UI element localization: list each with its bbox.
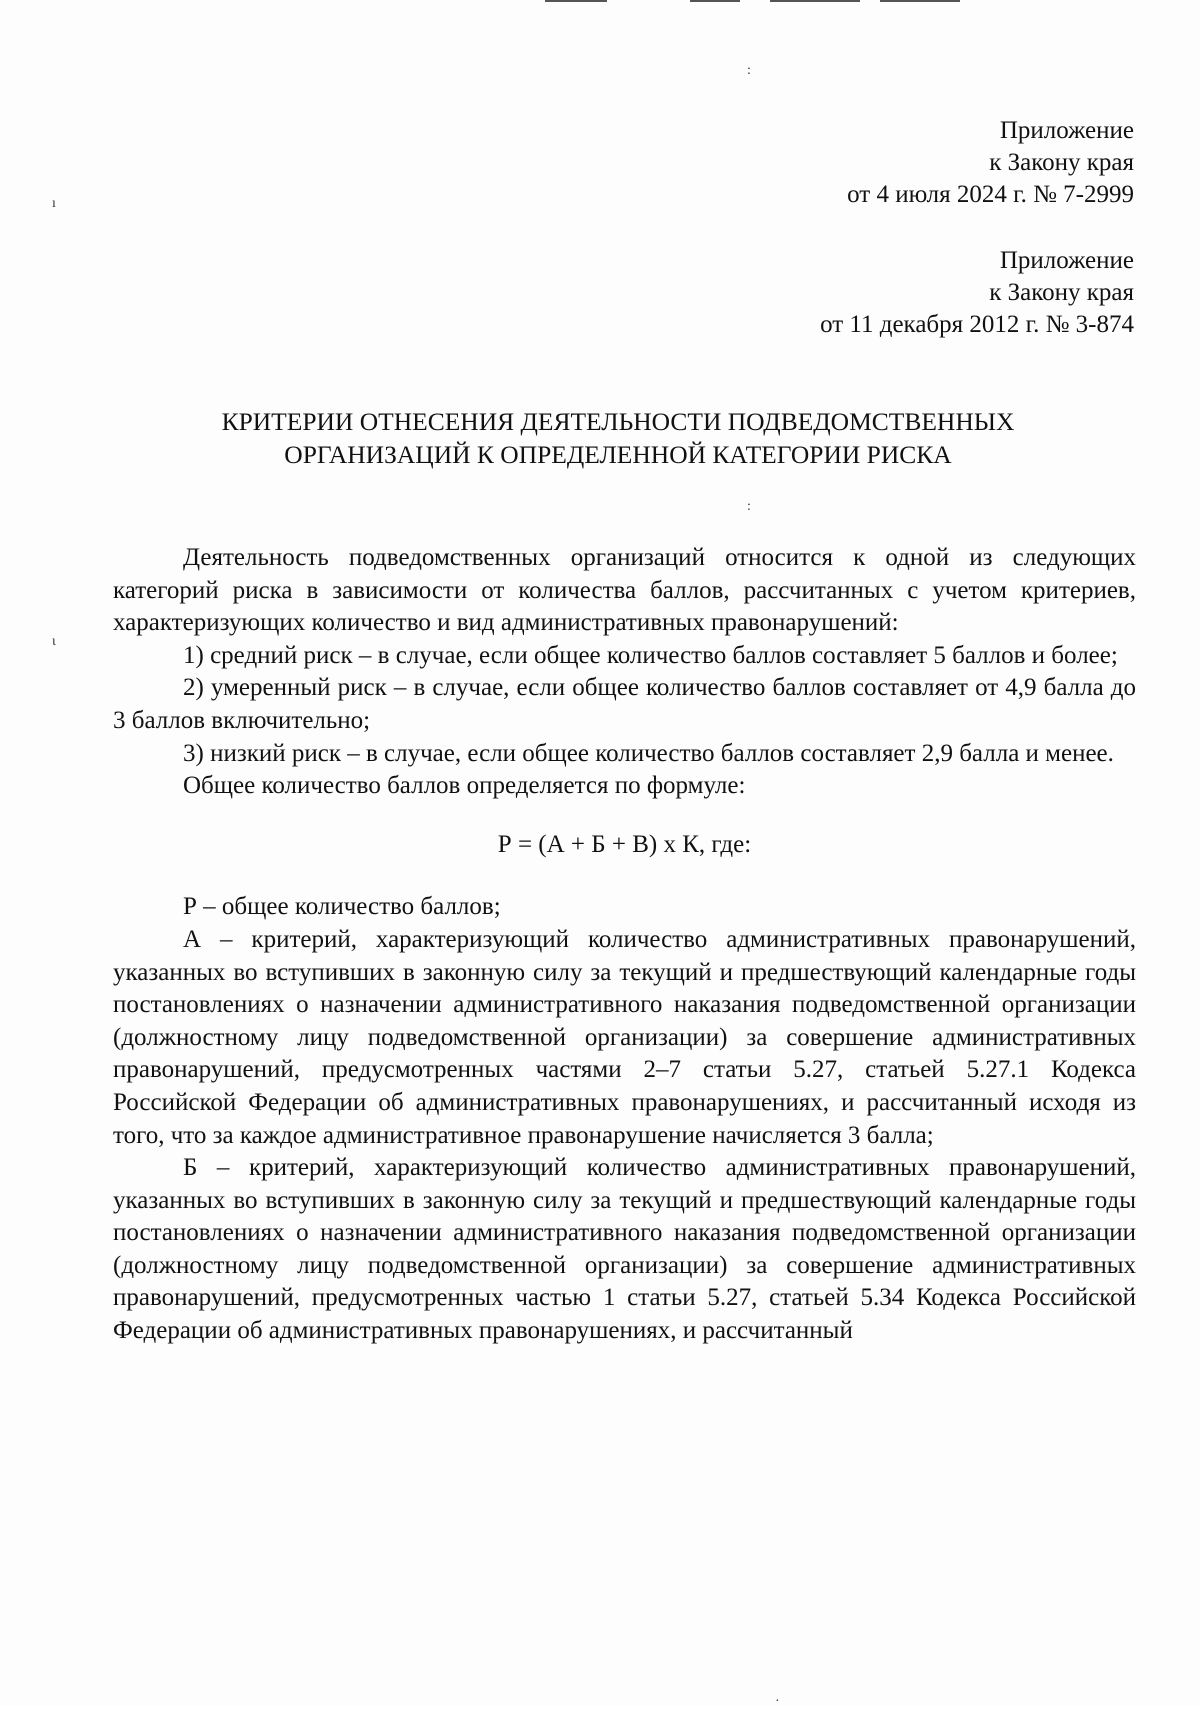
document-body <box>113 542 1136 1348</box>
scan-artifact-dot: · <box>775 1694 780 1709</box>
appendix-date-number: от 4 июля 2024 г. № 7-2999 <box>847 181 1134 208</box>
risk-item-moderate: 2) умеренный риск – в случае, если общее количество баллов составляет от 4,9 балла до 3 баллов включительно; <box>113 674 1136 734</box>
appendix-label: Приложение <box>999 247 1134 274</box>
scan-artifact-line <box>545 0 607 2</box>
appendix-header-current <box>847 115 1134 211</box>
scan-artifact-dot: : <box>747 499 751 514</box>
scan-artifact-dot: ι <box>52 634 56 649</box>
appendix-header-original <box>820 245 1134 341</box>
scan-artifact-line <box>770 0 860 2</box>
definition-b: Б – критерий, характеризующий количество административных правонарушений, указанных во вступивших в законную силу за текущий и предшествующий календарные годы постановлениях о назначении административного наказания подведомственной организации (должностному лицу подведомственной организации) за совершение административных правонарушений, предусмотренных частью 1 статьи 5.27, статьей 5.34 Кодекса Российской Федерации об административных правонарушениях, и рассчитанный <box>113 1154 1136 1345</box>
appendix-label: Приложение <box>999 117 1134 144</box>
scan-artifact-dot: ı <box>52 196 56 211</box>
definition-p: Р – общее количество баллов; <box>183 893 501 921</box>
scan-artifact-dot: : <box>747 63 751 78</box>
risk-item-medium: 1) средний риск – в случае, если общее количество баллов составляет 5 баллов и более; <box>183 641 1118 669</box>
definition-a: А – критерий, характеризующий количество административных правонарушений, указанных во вступивших в законную силу за текущий и предшествующий календарные годы постановлениях о назначении административного наказания подведомственной организации (должностному лицу подведомственной организации) за совершение административных правонарушений, предусмотренных частями 2–7 статьи 5.27, статьей 5.27.1 Кодекса Российской Федерации об административных правонарушениях, и рассчитанный исходя из того, что за каждое административное правонарушение начисляется 3 балла; <box>113 925 1136 1149</box>
risk-item-low: 3) низкий риск – в случае, если общее количество баллов составляет 2,9 балла и менее. <box>183 739 1114 767</box>
appendix-date-number: от 11 декабря 2012 г. № 3-874 <box>820 311 1134 338</box>
title-line-1: КРИТЕРИИ ОТНЕСЕНИЯ ДЕЯТЕЛЬНОСТИ ПОДВЕДОМСТВЕННЫХ <box>221 407 1015 436</box>
intro-paragraph: Деятельность подведомственных организаций относится к одной из следующих категорий риска в зависимости от количества баллов, рассчитанных с учетом критериев, характеризующих количество и вид административных правонарушений: <box>113 544 1136 637</box>
title-line-2: ОРГАНИЗАЦИЙ К ОПРЕДЕЛЕННОЙ КАТЕГОРИИ РИСКА <box>284 440 952 469</box>
scan-artifact-line <box>690 0 740 2</box>
appendix-law: к Закону края <box>989 279 1134 306</box>
document-title <box>100 405 1136 471</box>
appendix-law: к Закону края <box>989 149 1134 176</box>
formula: Р = (А + Б + В) х К, где: <box>497 830 752 858</box>
formula-intro: Общее количество баллов определяется по формуле: <box>183 772 746 800</box>
scan-artifact-line <box>880 0 960 2</box>
